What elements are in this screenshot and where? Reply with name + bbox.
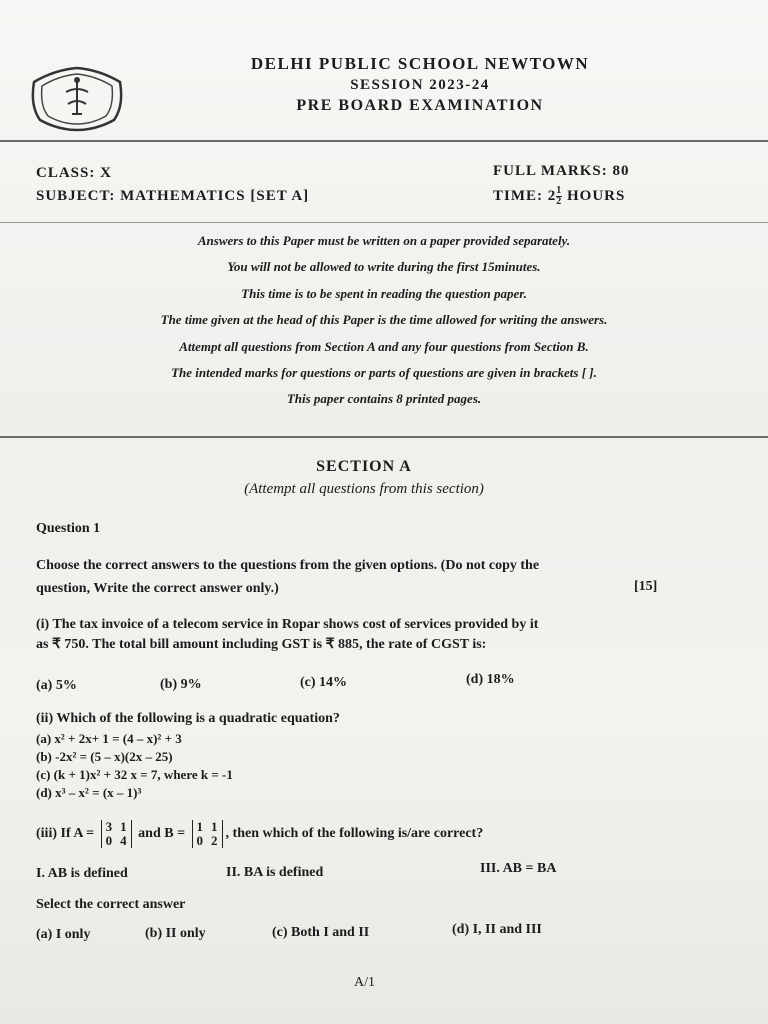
session: SESSION 2023-24 [350, 77, 490, 93]
option: (c) Both I and II [272, 925, 370, 940]
time-label: TIME: 2 $\frac{1}{2}$ HOURS [493, 185, 626, 207]
school-logo-emblem [28, 62, 126, 132]
option: (c) (k + 1)x² + 32 x = 7, where k = -1 [36, 767, 233, 782]
statement: III. AB = BA [480, 861, 557, 876]
section-subtitle: (Attempt all questions from this section) [244, 481, 484, 497]
option: (d) x³ – x² = (x – 1)³ [36, 785, 142, 800]
question-intro: Choose the correct answers to the questions from the given options. (Do not copy the [36, 558, 540, 573]
option: (c) 14% [300, 675, 348, 690]
select-instruction: Select the correct answer [36, 897, 186, 912]
instruction-line: The time given at the head of this Paper is the time allowed for writing the answers. [160, 312, 608, 327]
option: (b) 9% [160, 677, 202, 692]
option: (b) II only [145, 926, 206, 941]
divider [0, 140, 768, 142]
instruction-line: Attempt all questions from Section A and any four questions from Section B. [179, 339, 589, 354]
page-number: A/1 [354, 975, 375, 990]
instruction-line: This paper contains 8 printed pages. [286, 391, 482, 406]
subquestion-i: as ₹ 750. The total bill amount including GST is ₹ 885, the rate of CGST is: [36, 637, 487, 652]
instruction-line: This time is to be spent in reading the question paper. [241, 286, 527, 301]
instruction-line: Answers to this Paper must be written on a paper provided separately. [197, 233, 571, 248]
divider [0, 222, 768, 223]
marks: [15] [634, 579, 658, 594]
matrix-b: 1 1 0 2 [192, 820, 223, 848]
option: (d) I, II and III [452, 922, 542, 937]
subject-label: SUBJECT: MATHEMATICS [SET A] [36, 188, 310, 204]
statement: II. BA is defined [226, 865, 324, 880]
question-intro: question, Write the correct answer only.) [36, 581, 279, 596]
instruction-line: The intended marks for questions or parts of questions are given in brackets [ ]. [171, 365, 597, 380]
option: (a) 5% [36, 678, 77, 693]
exam-title: PRE BOARD EXAMINATION [296, 97, 544, 114]
statement: I. AB is defined [36, 866, 128, 881]
option: (d) 18% [466, 672, 515, 687]
class-label: CLASS: X [36, 165, 112, 181]
question-heading: Question 1 [36, 521, 101, 536]
option: (b) -2x² = (5 – x)(2x – 25) [36, 749, 173, 764]
option: (a) I only [36, 927, 91, 942]
divider [0, 436, 768, 438]
full-marks: FULL MARKS: 80 [493, 163, 630, 179]
section-title: SECTION A [316, 458, 412, 475]
instruction-line: You will not be allowed to write during the first 15minutes. [227, 259, 541, 274]
matrix-a: 3 1 0 4 [101, 820, 132, 848]
subquestion-ii: (ii) Which of the following is a quadratic equation? [36, 711, 340, 726]
school-name: DELHI PUBLIC SCHOOL NEWTOWN [250, 54, 590, 73]
option: (a) x² + 2x+ 1 = (4 – x)² + 3 [36, 731, 182, 746]
subquestion-iii: (iii) If A = 3 1 0 4 and B = 1 1 0 2 , then which of the following is/are correct? [36, 819, 484, 848]
subquestion-i: (i) The tax invoice of a telecom service in Ropar shows cost of services provided by it [36, 617, 539, 632]
